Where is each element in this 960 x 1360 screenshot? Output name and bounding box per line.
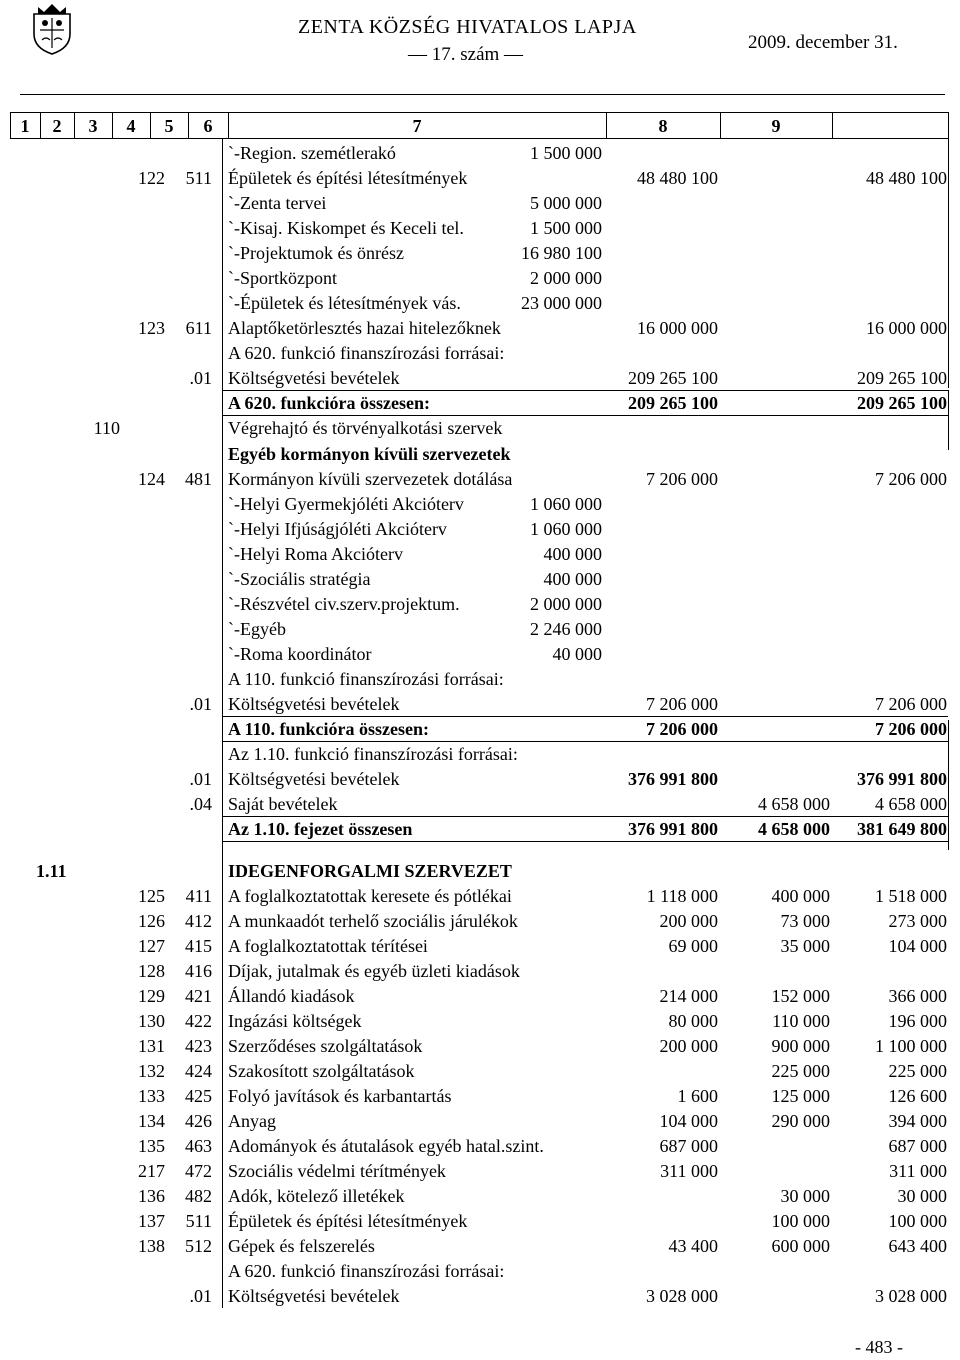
- row-subamount: 2 246 000: [530, 619, 602, 639]
- row-amount-col9: 394 000: [888, 1111, 947, 1131]
- row-description: Az 1.10. funkció finanszírozási forrásai:: [228, 744, 518, 764]
- row-amount-col7: 200 000: [659, 1036, 718, 1056]
- row-amount-col9: 7 206 000: [875, 719, 947, 739]
- publication-title: ZENTA KÖZSÉG HIVATALOS LAPJA: [298, 16, 637, 38]
- column-header: 1: [20, 116, 30, 136]
- row-amount-col8: 225 000: [771, 1061, 830, 1081]
- row-economic-code: 421: [185, 986, 212, 1006]
- row-subamount: 1 060 000: [530, 494, 602, 514]
- row-amount-col7: 376 991 800: [628, 769, 718, 789]
- row-amount-col9: 48 480 100: [866, 168, 947, 188]
- row-description: Díjak, jutalmak és egyéb üzleti kiadások: [228, 961, 520, 981]
- row-description: `-Projektumok és önrész: [228, 243, 404, 263]
- page-number: - 483 -: [855, 1337, 903, 1357]
- row-description: Szociális védelmi térítmények: [228, 1161, 446, 1181]
- row-description: Alaptőketörlesztés hazai hitelezőknek: [228, 318, 501, 338]
- row-amount-col9: 126 600: [888, 1086, 947, 1106]
- row-amount-col9: 376 991 800: [857, 769, 947, 789]
- row-description: `-Helyi Roma Akcióterv: [228, 544, 403, 564]
- total-row-rule: [222, 741, 948, 742]
- row-description: Kormányon kívüli szervezetek dotálása: [228, 469, 513, 489]
- row-description: Adományok és átutalások egyéb hatal.szint.: [228, 1136, 544, 1156]
- row-description: `-Roma koordinátor: [228, 644, 372, 664]
- row-economic-code: 422: [185, 1011, 212, 1031]
- row-description: Egyéb kormányon kívüli szervezetek: [228, 444, 511, 464]
- row-economic-code: 512: [185, 1236, 212, 1256]
- row-description: Folyó javítások és karbantartás: [228, 1086, 452, 1106]
- row-description: A foglalkoztatottak keresete és pótlékai: [228, 886, 512, 906]
- row-amount-col9: 104 000: [888, 936, 947, 956]
- row-economic-code: .01: [189, 1286, 212, 1306]
- row-amount-col8: 125 000: [771, 1086, 830, 1106]
- row-description: `-Sportközpont: [228, 268, 337, 288]
- row-description: `-Épületek és létesítmények vás.: [228, 293, 461, 313]
- body-right-border: [948, 138, 949, 388]
- row-amount-col9: 643 400: [888, 1236, 947, 1256]
- row-amount-col9: 687 000: [888, 1136, 947, 1156]
- row-amount-col8: 110 000: [772, 1011, 830, 1031]
- row-description: Gépek és felszerelés: [228, 1236, 375, 1256]
- row-amount-col8: 73 000: [780, 911, 830, 931]
- row-amount-col9: 4 658 000: [875, 794, 947, 814]
- row-economic-code: 423: [185, 1036, 212, 1056]
- issue-number: — 17. szám —: [408, 44, 524, 65]
- row-position: 129: [138, 986, 165, 1006]
- row-amount-col7: 7 206 000: [646, 469, 718, 489]
- row-description: A 620. funkció finanszírozási forrásai:: [228, 1261, 505, 1281]
- row-position: 217: [138, 1161, 165, 1181]
- header-column-divider: [832, 112, 833, 138]
- row-amount-col7: 209 265 100: [628, 393, 718, 413]
- total-row-rule: [222, 415, 948, 416]
- row-amount-col8: 100 000: [771, 1211, 830, 1231]
- row-economic-code: 426: [185, 1111, 212, 1131]
- row-position: 134: [138, 1111, 165, 1131]
- row-amount-col9: 30 000: [897, 1186, 947, 1206]
- row-amount-col7: 48 480 100: [637, 168, 718, 188]
- row-description: Szakosított szolgáltatások: [228, 1061, 415, 1081]
- total-row-rule: [222, 390, 948, 391]
- row-subamount: 23 000 000: [521, 293, 602, 313]
- row-description: A 620. funkció finanszírozási forrásai:: [228, 343, 505, 363]
- row-economic-code: 424: [185, 1061, 212, 1081]
- row-position: 127: [138, 936, 165, 956]
- row-amount-col8: 30 000: [780, 1186, 830, 1206]
- row-description: Költségvetési bevételek: [228, 694, 400, 714]
- row-amount-col7: 1 118 000: [646, 886, 718, 906]
- row-amount-col9: 1 100 000: [875, 1036, 947, 1056]
- row-amount-col8: 400 000: [771, 886, 830, 906]
- row-position: 1.11: [36, 861, 67, 881]
- row-economic-code: 482: [185, 1186, 212, 1206]
- row-amount-col9: 1 518 000: [875, 886, 947, 906]
- coat-of-arms-icon: [30, 2, 74, 56]
- row-description: Adók, kötelező illetékek: [228, 1186, 405, 1206]
- total-row-rule: [222, 816, 948, 817]
- row-description: Végrehajtó és törvényalkotási szervek: [228, 418, 503, 438]
- row-economic-code: .01: [189, 694, 212, 714]
- row-amount-col7: 69 000: [668, 936, 718, 956]
- row-amount-col8: 4 658 000: [758, 819, 830, 839]
- row-amount-col9: 209 265 100: [857, 393, 947, 413]
- row-description: A 110. funkcióra összesen:: [228, 719, 430, 739]
- row-description: A 110. funkció finanszírozási forrásai:: [228, 669, 504, 689]
- row-economic-code: .01: [189, 769, 212, 789]
- total-row-rule: [222, 716, 948, 717]
- row-description: `-Egyéb: [228, 619, 286, 639]
- row-position: 125: [138, 886, 165, 906]
- row-economic-code: 481: [185, 469, 212, 489]
- row-description: Szerződéses szolgáltatások: [228, 1036, 423, 1056]
- row-description: `-Szociális stratégia: [228, 569, 371, 589]
- row-subamount: 1 500 000: [530, 143, 602, 163]
- row-economic-code: 463: [185, 1136, 212, 1156]
- row-amount-col9: 209 265 100: [857, 368, 947, 388]
- row-economic-code: 472: [185, 1161, 212, 1181]
- column-header: 8: [658, 116, 668, 136]
- row-economic-code: .01: [189, 368, 212, 388]
- header-column-divider: [948, 112, 949, 138]
- row-amount-col9: 3 028 000: [875, 1286, 947, 1306]
- row-amount-col9: 196 000: [888, 1011, 947, 1031]
- row-amount-col7: 311 000: [660, 1161, 718, 1181]
- row-description: `-Részvétel civ.szerv.projektum.: [228, 594, 460, 614]
- column-header: 5: [164, 116, 174, 136]
- row-description: Épületek és építési létesítmények: [228, 1211, 468, 1231]
- row-description: Költségvetési bevételek: [228, 368, 400, 388]
- row-economic-code: 511: [185, 1211, 212, 1231]
- row-amount-col9: 381 649 800: [857, 819, 947, 839]
- row-description: `-Region. szemétlerakó: [228, 143, 396, 163]
- row-economic-code: .04: [189, 794, 212, 814]
- row-description: Épületek és építési létesítmények: [228, 168, 468, 188]
- row-amount-col7: 104 000: [659, 1111, 718, 1131]
- row-position: 131: [138, 1036, 165, 1056]
- row-subamount: 2 000 000: [530, 268, 602, 288]
- row-subamount: 40 000: [552, 644, 602, 664]
- row-amount-col9: 311 000: [889, 1161, 947, 1181]
- body-column-divider: [222, 138, 223, 1308]
- row-amount-col7: 7 206 000: [646, 694, 718, 714]
- column-header: 9: [771, 116, 781, 136]
- column-header: 6: [203, 116, 213, 136]
- row-amount-col7: 376 991 800: [628, 819, 718, 839]
- row-subamount: 400 000: [543, 569, 602, 589]
- row-amount-col8: 290 000: [771, 1111, 830, 1131]
- row-subamount: 2 000 000: [530, 594, 602, 614]
- row-amount-col7: 214 000: [659, 986, 718, 1006]
- row-subamount: 5 000 000: [530, 193, 602, 213]
- row-amount-col7: 80 000: [668, 1011, 718, 1031]
- row-economic-code: 411: [185, 886, 212, 906]
- row-amount-col7: 687 000: [659, 1136, 718, 1156]
- row-description: Költségvetési bevételek: [228, 769, 400, 789]
- row-subamount: 1 500 000: [530, 218, 602, 238]
- row-amount-col9: 100 000: [888, 1211, 947, 1231]
- column-header: 7: [412, 116, 422, 136]
- row-economic-code: 611: [185, 318, 212, 338]
- row-amount-col9: 225 000: [888, 1061, 947, 1081]
- total-row-rule: [222, 841, 948, 842]
- row-amount-col8: 152 000: [771, 986, 830, 1006]
- row-position: 128: [138, 961, 165, 981]
- column-header: 2: [52, 116, 62, 136]
- row-subamount: 16 980 100: [521, 243, 602, 263]
- row-subamount: 400 000: [543, 544, 602, 564]
- row-description: Anyag: [228, 1111, 276, 1131]
- row-amount-col9: 7 206 000: [875, 469, 947, 489]
- row-amount-col8: 600 000: [771, 1236, 830, 1256]
- row-position: 135: [138, 1136, 165, 1156]
- header-rule: [20, 94, 945, 95]
- row-economic-code: 412: [185, 911, 212, 931]
- row-amount-col7: 200 000: [659, 911, 718, 931]
- body-right-border: [948, 720, 949, 850]
- row-description: `-Kisaj. Kiskompet és Keceli tel.: [228, 218, 464, 238]
- row-description: IDEGENFORGALMI SZERVEZET: [228, 861, 512, 881]
- row-economic-code: 511: [185, 168, 212, 188]
- row-amount-col7: 209 265 100: [628, 368, 718, 388]
- row-position: 130: [138, 1011, 165, 1031]
- row-description: `-Zenta tervei: [228, 193, 327, 213]
- row-position: 122: [138, 168, 165, 188]
- row-position: 126: [138, 911, 165, 931]
- row-economic-code: 415: [185, 936, 212, 956]
- row-position: 124: [138, 469, 165, 489]
- row-amount-col8: 35 000: [780, 936, 830, 956]
- row-amount-col9: 273 000: [888, 911, 947, 931]
- row-amount-col7: 3 028 000: [646, 1286, 718, 1306]
- row-position: 132: [138, 1061, 165, 1081]
- document-header: [0, 0, 960, 80]
- row-description: Állandó kiadások: [228, 986, 355, 1006]
- row-amount-col9: 7 206 000: [875, 694, 947, 714]
- row-description: Saját bevételek: [228, 794, 338, 814]
- row-amount-col9: 16 000 000: [866, 318, 947, 338]
- row-position: 123: [138, 318, 165, 338]
- row-description: Költségvetési bevételek: [228, 1286, 400, 1306]
- row-position: 137: [138, 1211, 165, 1231]
- row-amount-col8: 4 658 000: [758, 794, 830, 814]
- row-position: 136: [138, 1186, 165, 1206]
- row-amount-col7: 7 206 000: [646, 719, 718, 739]
- body-right-border: [948, 390, 949, 450]
- row-position: 133: [138, 1086, 165, 1106]
- row-economic-code: 416: [185, 961, 212, 981]
- row-description: Az 1.10. fejezet összesen: [228, 819, 413, 839]
- row-position: 110: [93, 418, 120, 438]
- row-subamount: 1 060 000: [530, 519, 602, 539]
- row-amount-col9: 366 000: [888, 986, 947, 1006]
- row-description: A 620. funkcióra összesen:: [228, 393, 430, 413]
- row-amount-col7: 43 400: [668, 1236, 718, 1256]
- issue-date: 2009. december 31.: [748, 32, 898, 53]
- row-economic-code: 425: [185, 1086, 212, 1106]
- row-description: Ingázási költségek: [228, 1011, 362, 1031]
- row-description: `-Helyi Ifjúságjóléti Akcióterv: [228, 519, 447, 539]
- row-amount-col8: 900 000: [771, 1036, 830, 1056]
- row-amount-col7: 1 600: [677, 1086, 718, 1106]
- row-description: A munkaadót terhelő szociális járulékok: [228, 911, 518, 931]
- table-header-bottom-border: [10, 138, 948, 139]
- row-amount-col7: 16 000 000: [637, 318, 718, 338]
- row-description: `-Helyi Gyermekjóléti Akcióterv: [228, 494, 464, 514]
- column-header: 3: [88, 116, 98, 136]
- row-position: 138: [138, 1236, 165, 1256]
- column-header: 4: [126, 116, 136, 136]
- row-description: A foglalkoztatottak térítései: [228, 936, 428, 956]
